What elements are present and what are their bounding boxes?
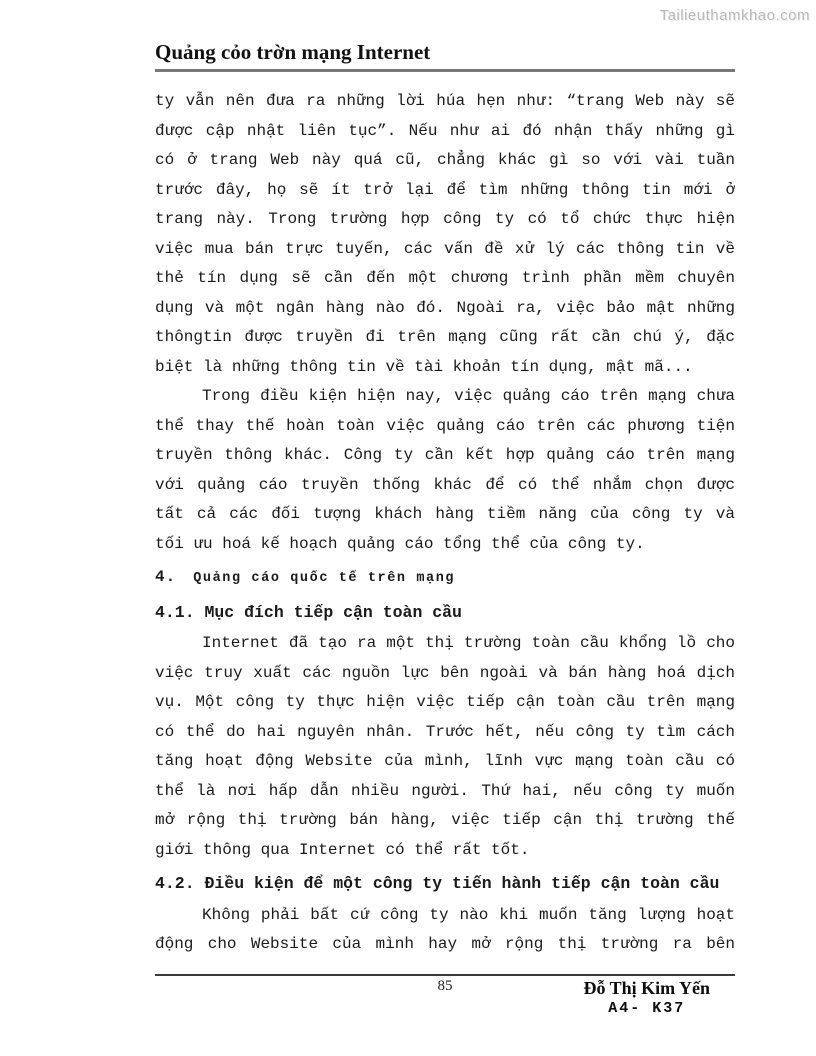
document-body [155,87,735,960]
page-header [155,40,735,72]
text-line: thể thay thế hoàn toàn việc quảng cáo trên các phương tiện [155,416,735,435]
author-class: A4- K37 [608,1000,686,1017]
footer-rule [155,974,735,976]
text-line: dụng và một ngân hàng nào đó. Ngoài ra, việc bảo mật những [155,298,735,317]
subsection-heading: 4.1. Mục đích tiếp cận toàn cầu [155,602,462,622]
text-line: việc mua bán trực tuyến, các vấn đề xử lý các thông tin về [155,239,735,258]
text-line: trước đây, họ sẽ ít trở lại để tìm những thông tin mới ở [155,180,735,199]
paragraph [155,629,735,865]
paragraph [155,901,735,960]
page-number: 85 [437,978,453,994]
text-line: biệt là những thông tin về tài khoản tín dụng, mật mã... [155,357,693,376]
text-line: động cho Website của mình hay mở rộng thị trường ra bên [155,935,735,953]
text-line: Không phải bất cứ công ty nào khi muốn tăng lượng hoạt [202,905,735,924]
text-line: tăng hoạt động Website của mình, lĩnh vực mạng toàn cầu có [155,752,735,770]
section-title: Quảng cáo quốc tế trên mạng [193,571,456,586]
text-line: ty vẫn nên đưa ra những lời húa hẹn như: “trang Web này sẽ [155,92,735,110]
text-line: vụ. Một công ty thực hiện việc tiếp cận toàn cầu trên mạng [155,693,735,711]
text-line: giới thông qua Internet có thể rất tốt. [155,840,530,859]
text-line: Trong điều kiện hiện nay, việc quảng cáo trên mạng chưa [202,387,735,405]
text-line: thôngtin được truyền đi trên mạng cũng rất cần chú ý, đặc [155,328,735,346]
text-line: việc truy xuất các nguồn lực bên ngoài và bán hàng hoá dịch [155,663,735,682]
text-line: trang này. Trong trường hợp công ty có tổ chức thực hiện [155,210,735,228]
paragraph [155,382,735,559]
text-line: tối ưu hoá kế hoạch quảng cáo tổng thể của công ty. [155,534,645,553]
text-line: có thể do hai nguyên nhân. Trước hết, nếu công ty tìm cách [155,722,735,741]
text-line: thể là nơi hấp dẫn nhiều người. Thứ hai, nếu công ty muốn [155,781,735,800]
watermark: Tailieuthamkhao.com [659,7,810,24]
text-line: thẻ tín dụng sẽ cần đến một chương trình phần mềm chuyên [155,269,735,287]
author-name: Đỗ Thị Kim Yến [583,978,710,998]
author-block [583,977,710,1019]
text-line: mở rộng thị trường bán hàng, việc tiếp cận thị trường thế [155,811,735,829]
page-title: Quảng cỏo trờn mạng Internet [155,40,431,64]
text-line: tất cả các đối tượng khách hàng tiềm năng của công ty và [155,505,735,523]
text-line: Internet đã tạo ra một thị trường toàn cầu khổng lồ cho [202,634,735,652]
text-line: có ở trang Web này quá cũ, chẳng khác gì so với vài tuần [155,151,735,169]
paragraph [155,87,735,382]
subsection-heading: 4.2. Điều kiện để một công ty tiến hành tiếp cận toàn cầu [155,874,720,893]
section-number: 4. [155,568,177,586]
text-line: với quảng cáo truyền thống khác để có thể nhắm chọn được [155,475,735,494]
text-line: truyền thông khác. Công ty cần kết hợp quảng cáo trên mạng [155,446,735,464]
section-heading [155,563,735,594]
text-line: được cập nhật liên tục”. Nếu như ai đó nhận thấy những gì [155,121,735,140]
